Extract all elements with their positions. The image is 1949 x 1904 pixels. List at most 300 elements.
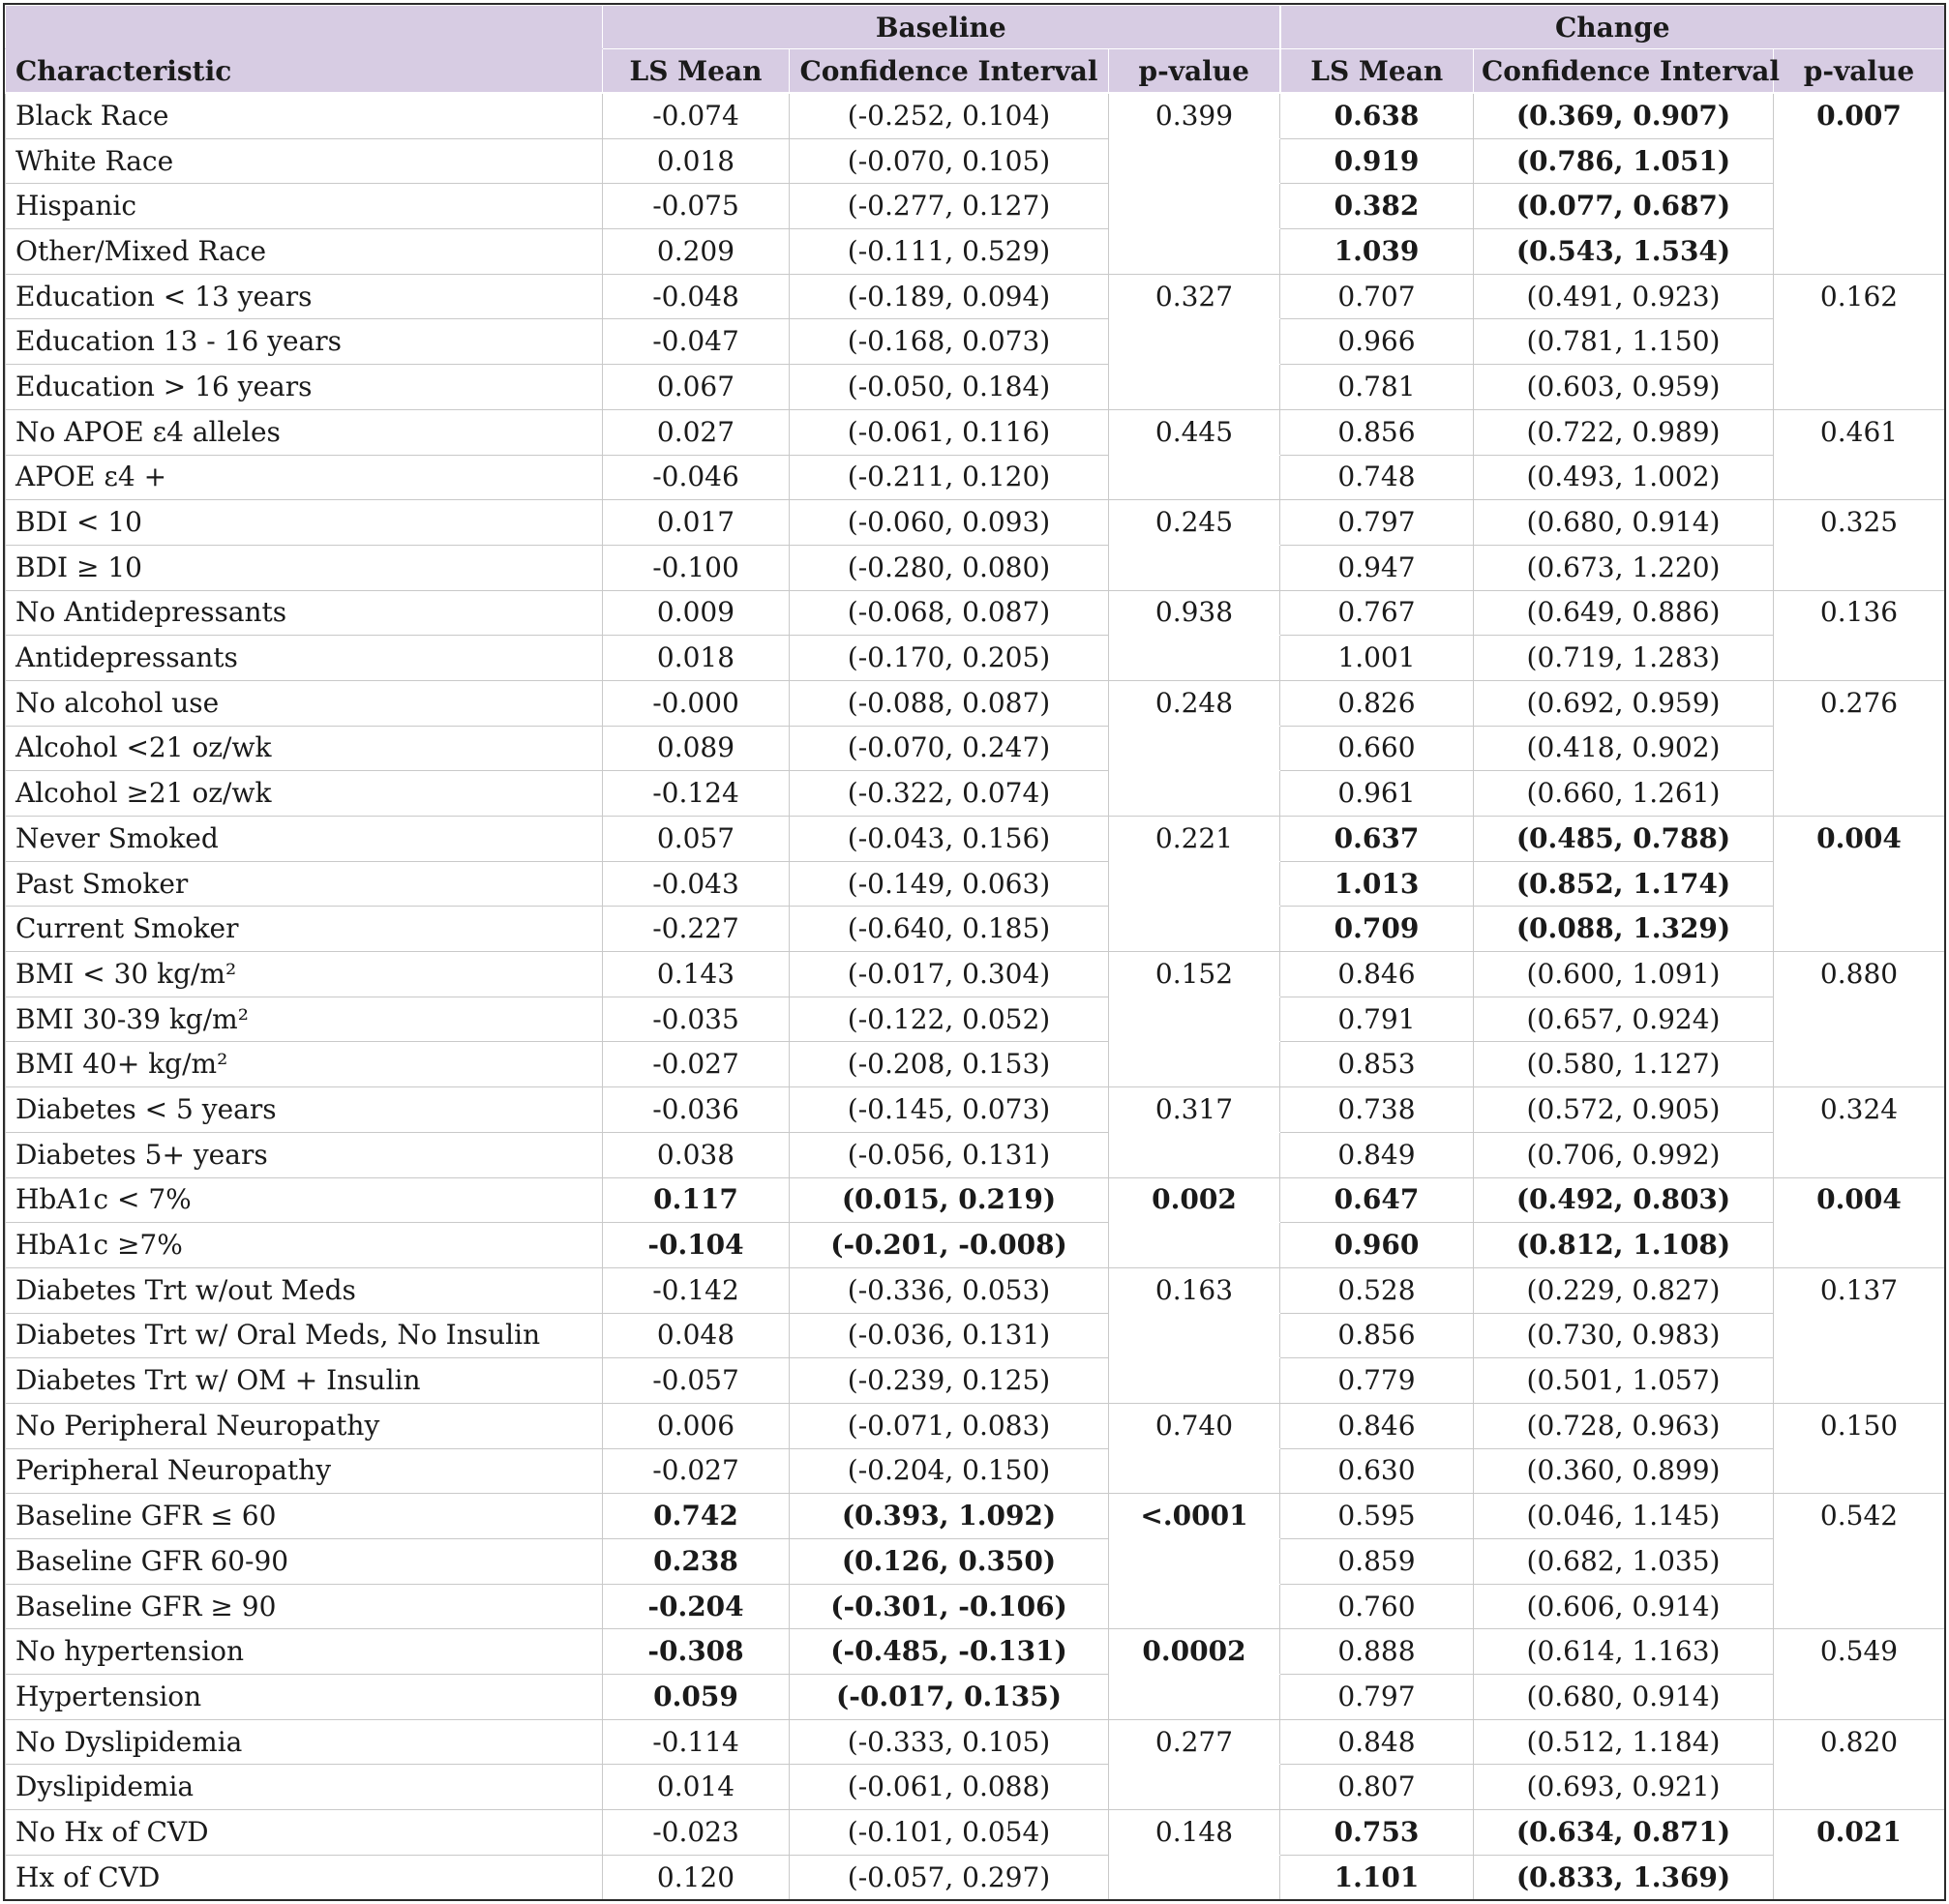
change-ls-mean-cell: 0.966	[1280, 319, 1474, 365]
baseline-p-value-cell: 0.327	[1109, 274, 1280, 319]
table-row	[6, 1810, 1945, 1856]
baseline-ls-mean-cell: -0.027	[603, 1448, 790, 1494]
change-ci-cell: (0.833, 1.369)	[1474, 1855, 1774, 1900]
table-row	[6, 1494, 1945, 1539]
change-ci-cell: (0.649, 0.886)	[1474, 590, 1774, 636]
characteristic-cell: Peripheral Neuropathy	[6, 1448, 603, 1494]
baseline-p-value-cell	[1109, 1223, 1280, 1268]
baseline-p-value-cell	[1109, 907, 1280, 952]
change-p-value-cell: 0.325	[1774, 500, 1945, 546]
characteristic-cell: No Peripheral Neuropathy	[6, 1403, 603, 1448]
change-ci-cell: (0.600, 1.091)	[1474, 952, 1774, 997]
baseline-ls-mean-cell: 0.120	[603, 1855, 790, 1900]
table-row	[6, 184, 1945, 229]
baseline-p-value-cell: 0.245	[1109, 500, 1280, 546]
change-ls-mean-cell: 0.797	[1280, 500, 1474, 546]
change-p-value-cell: 0.162	[1774, 274, 1945, 319]
change-ls-mean-cell: 0.797	[1280, 1675, 1474, 1720]
baseline-ls-mean-cell: -0.074	[603, 93, 790, 138]
change-p-value-cell	[1774, 726, 1945, 771]
baseline-ls-mean-cell: 0.209	[603, 229, 790, 275]
characteristic-cell: Diabetes Trt w/out Meds	[6, 1267, 603, 1313]
change-ci-cell: (0.512, 1.184)	[1474, 1719, 1774, 1765]
baseline-ls-mean-cell: 0.006	[603, 1403, 790, 1448]
change-ci-cell: (0.046, 1.145)	[1474, 1494, 1774, 1539]
baseline-ci-cell: (-0.088, 0.087)	[790, 680, 1109, 726]
baseline-p-value-cell	[1109, 1042, 1280, 1087]
change-p-value-cell: 0.137	[1774, 1267, 1945, 1313]
characteristic-cell: Dyslipidemia	[6, 1765, 603, 1810]
change-p-value-cell	[1774, 1358, 1945, 1404]
baseline-p-value-cell: 0.317	[1109, 1087, 1280, 1133]
change-ls-mean-cell: 0.528	[1280, 1267, 1474, 1313]
baseline-ls-mean-cell: 0.742	[603, 1494, 790, 1539]
change-p-value-cell	[1774, 1584, 1945, 1629]
baseline-p-value-cell	[1109, 545, 1280, 590]
baseline-ci-cell: (-0.057, 0.297)	[790, 1855, 1109, 1900]
baseline-ls-mean-cell: 0.048	[603, 1313, 790, 1358]
baseline-p-value-cell	[1109, 455, 1280, 500]
col-header-change-p-value: p-value	[1774, 49, 1945, 94]
table-row	[6, 1313, 1945, 1358]
baseline-p-value-cell	[1109, 319, 1280, 365]
table-row	[6, 319, 1945, 365]
baseline-p-value-cell	[1109, 365, 1280, 410]
change-p-value-cell: 0.820	[1774, 1719, 1945, 1765]
baseline-ci-cell: (-0.149, 0.063)	[790, 861, 1109, 907]
characteristic-cell: HbA1c ≥7%	[6, 1223, 603, 1268]
change-ci-cell: (0.781, 1.150)	[1474, 319, 1774, 365]
baseline-ls-mean-cell: 0.089	[603, 726, 790, 771]
baseline-ci-cell: (-0.070, 0.247)	[790, 726, 1109, 771]
header-blank-cell	[6, 6, 603, 49]
baseline-ci-cell: (-0.485, -0.131)	[790, 1629, 1109, 1675]
change-ci-cell: (0.660, 1.261)	[1474, 771, 1774, 817]
change-ci-cell: (0.812, 1.108)	[1474, 1223, 1774, 1268]
baseline-ls-mean-cell: 0.059	[603, 1675, 790, 1720]
baseline-ci-cell: (-0.239, 0.125)	[790, 1358, 1109, 1404]
change-p-value-cell: 0.150	[1774, 1403, 1945, 1448]
baseline-ci-cell: (-0.036, 0.131)	[790, 1313, 1109, 1358]
change-ci-cell: (0.418, 0.902)	[1474, 726, 1774, 771]
change-ls-mean-cell: 0.859	[1280, 1539, 1474, 1585]
change-ls-mean-cell: 0.846	[1280, 1403, 1474, 1448]
table-row	[6, 1584, 1945, 1629]
change-ci-cell: (0.606, 0.914)	[1474, 1584, 1774, 1629]
table-row	[6, 500, 1945, 546]
change-ls-mean-cell: 0.856	[1280, 409, 1474, 455]
change-ci-cell: (0.693, 0.921)	[1474, 1765, 1774, 1810]
table-row	[6, 680, 1945, 726]
table-row	[6, 1042, 1945, 1087]
change-ls-mean-cell: 1.039	[1280, 229, 1474, 275]
change-ci-cell: (0.492, 0.803)	[1474, 1177, 1774, 1223]
change-ls-mean-cell: 0.888	[1280, 1629, 1474, 1675]
characteristic-cell: BMI 30-39 kg/m²	[6, 997, 603, 1042]
results-table-container	[3, 3, 1946, 1901]
change-ls-mean-cell: 0.637	[1280, 817, 1474, 862]
change-p-value-cell	[1774, 1448, 1945, 1494]
characteristic-cell: No alcohol use	[6, 680, 603, 726]
baseline-ci-cell: (-0.252, 0.104)	[790, 93, 1109, 138]
change-p-value-cell	[1774, 365, 1945, 410]
baseline-ls-mean-cell: 0.057	[603, 817, 790, 862]
change-ci-cell: (0.706, 0.992)	[1474, 1132, 1774, 1177]
baseline-ls-mean-cell: 0.067	[603, 365, 790, 410]
baseline-p-value-cell	[1109, 1132, 1280, 1177]
change-ci-cell: (0.682, 1.035)	[1474, 1539, 1774, 1585]
change-ci-cell: (0.088, 1.329)	[1474, 907, 1774, 952]
change-ls-mean-cell: 0.849	[1280, 1132, 1474, 1177]
table-row	[6, 907, 1945, 952]
change-p-value-cell: 0.004	[1774, 817, 1945, 862]
change-p-value-cell	[1774, 771, 1945, 817]
change-p-value-cell	[1774, 229, 1945, 275]
change-ls-mean-cell: 0.630	[1280, 1448, 1474, 1494]
characteristic-cell: No Hx of CVD	[6, 1810, 603, 1856]
characteristic-cell: Diabetes < 5 years	[6, 1087, 603, 1133]
change-p-value-cell	[1774, 1132, 1945, 1177]
change-p-value-cell	[1774, 636, 1945, 681]
table-row	[6, 817, 1945, 862]
table-row	[6, 455, 1945, 500]
baseline-p-value-cell	[1109, 1358, 1280, 1404]
change-ci-cell: (0.730, 0.983)	[1474, 1313, 1774, 1358]
baseline-ci-cell: (-0.322, 0.074)	[790, 771, 1109, 817]
column-header-row	[6, 49, 1945, 94]
table-row	[6, 1719, 1945, 1765]
characteristic-cell: Diabetes 5+ years	[6, 1132, 603, 1177]
baseline-p-value-cell	[1109, 771, 1280, 817]
baseline-ci-cell: (-0.101, 0.054)	[790, 1810, 1109, 1856]
baseline-ci-cell: (-0.301, -0.106)	[790, 1584, 1109, 1629]
baseline-ci-cell: (-0.068, 0.087)	[790, 590, 1109, 636]
baseline-group-header: Baseline	[603, 6, 1280, 49]
baseline-ci-cell: (-0.211, 0.120)	[790, 455, 1109, 500]
change-ci-cell: (0.634, 0.871)	[1474, 1810, 1774, 1856]
change-p-value-cell	[1774, 455, 1945, 500]
characteristic-cell: No Dyslipidemia	[6, 1719, 603, 1765]
change-p-value-cell: 0.324	[1774, 1087, 1945, 1133]
baseline-ls-mean-cell: -0.036	[603, 1087, 790, 1133]
change-ls-mean-cell: 0.947	[1280, 545, 1474, 590]
characteristic-cell: Baseline GFR 60-90	[6, 1539, 603, 1585]
characteristic-cell: Education > 16 years	[6, 365, 603, 410]
characteristic-cell: Education < 13 years	[6, 274, 603, 319]
baseline-p-value-cell: 0.445	[1109, 409, 1280, 455]
table-row	[6, 93, 1945, 138]
characteristic-cell: Baseline GFR ≥ 90	[6, 1584, 603, 1629]
change-p-value-cell	[1774, 545, 1945, 590]
baseline-ci-cell: (-0.043, 0.156)	[790, 817, 1109, 862]
baseline-p-value-cell: 0.248	[1109, 680, 1280, 726]
baseline-ci-cell: (-0.640, 0.185)	[790, 907, 1109, 952]
characteristic-cell: Hispanic	[6, 184, 603, 229]
group-header-row	[6, 6, 1945, 49]
baseline-ls-mean-cell: -0.104	[603, 1223, 790, 1268]
characteristic-cell: Diabetes Trt w/ Oral Meds, No Insulin	[6, 1313, 603, 1358]
characteristic-cell: BDI < 10	[6, 500, 603, 546]
change-ci-cell: (0.852, 1.174)	[1474, 861, 1774, 907]
baseline-p-value-cell: <.0001	[1109, 1494, 1280, 1539]
baseline-ci-cell: (-0.056, 0.131)	[790, 1132, 1109, 1177]
baseline-ci-cell: (-0.017, 0.304)	[790, 952, 1109, 997]
change-ci-cell: (0.491, 0.923)	[1474, 274, 1774, 319]
baseline-ls-mean-cell: -0.227	[603, 907, 790, 952]
baseline-p-value-cell	[1109, 1675, 1280, 1720]
baseline-ls-mean-cell: 0.018	[603, 138, 790, 184]
characteristic-cell: No hypertension	[6, 1629, 603, 1675]
change-ci-cell: (0.360, 0.899)	[1474, 1448, 1774, 1494]
baseline-ci-cell: (-0.208, 0.153)	[790, 1042, 1109, 1087]
baseline-ci-cell: (0.015, 0.219)	[790, 1177, 1109, 1223]
baseline-ls-mean-cell: 0.014	[603, 1765, 790, 1810]
change-ls-mean-cell: 0.791	[1280, 997, 1474, 1042]
characteristic-cell: Hypertension	[6, 1675, 603, 1720]
change-p-value-cell	[1774, 1042, 1945, 1087]
characteristic-cell: No APOE ε4 alleles	[6, 409, 603, 455]
table-row	[6, 771, 1945, 817]
change-ls-mean-cell: 0.848	[1280, 1719, 1474, 1765]
change-ls-mean-cell: 0.709	[1280, 907, 1474, 952]
table-row	[6, 726, 1945, 771]
baseline-ci-cell: (-0.050, 0.184)	[790, 365, 1109, 410]
table-row	[6, 636, 1945, 681]
baseline-ls-mean-cell: -0.308	[603, 1629, 790, 1675]
table-row	[6, 545, 1945, 590]
baseline-p-value-cell	[1109, 184, 1280, 229]
col-header-characteristic: Characteristic	[6, 49, 603, 94]
baseline-p-value-cell: 0.0002	[1109, 1629, 1280, 1675]
table-row	[6, 997, 1945, 1042]
table-row	[6, 952, 1945, 997]
baseline-p-value-cell	[1109, 1584, 1280, 1629]
baseline-p-value-cell	[1109, 636, 1280, 681]
change-p-value-cell: 0.136	[1774, 590, 1945, 636]
col-header-baseline-ls-mean: LS Mean	[603, 49, 790, 94]
baseline-ls-mean-cell: -0.043	[603, 861, 790, 907]
change-ls-mean-cell: 0.647	[1280, 1177, 1474, 1223]
characteristic-cell: Alcohol ≥21 oz/wk	[6, 771, 603, 817]
change-ls-mean-cell: 1.001	[1280, 636, 1474, 681]
table-row	[6, 1358, 1945, 1404]
change-ci-cell: (0.572, 0.905)	[1474, 1087, 1774, 1133]
change-ls-mean-cell: 0.779	[1280, 1358, 1474, 1404]
characteristic-cell: White Race	[6, 138, 603, 184]
baseline-ci-cell: (-0.170, 0.205)	[790, 636, 1109, 681]
col-header-change-ci: Confidence Interval	[1474, 49, 1774, 94]
change-p-value-cell	[1774, 319, 1945, 365]
change-ls-mean-cell: 0.760	[1280, 1584, 1474, 1629]
change-p-value-cell: 0.007	[1774, 93, 1945, 138]
change-ls-mean-cell: 1.013	[1280, 861, 1474, 907]
baseline-ls-mean-cell: 0.143	[603, 952, 790, 997]
table-row	[6, 365, 1945, 410]
baseline-p-value-cell	[1109, 1539, 1280, 1585]
table-row	[6, 1403, 1945, 1448]
baseline-ls-mean-cell: 0.018	[603, 636, 790, 681]
change-p-value-cell	[1774, 184, 1945, 229]
change-ls-mean-cell: 0.638	[1280, 93, 1474, 138]
characteristic-cell: BDI ≥ 10	[6, 545, 603, 590]
table-row	[6, 1629, 1945, 1675]
table-row	[6, 274, 1945, 319]
table-row	[6, 1448, 1945, 1494]
characteristic-cell: Alcohol <21 oz/wk	[6, 726, 603, 771]
change-ci-cell: (0.077, 0.687)	[1474, 184, 1774, 229]
table-row	[6, 229, 1945, 275]
change-ls-mean-cell: 0.856	[1280, 1313, 1474, 1358]
table-row	[6, 1087, 1945, 1133]
baseline-p-value-cell: 0.938	[1109, 590, 1280, 636]
change-ci-cell: (0.680, 0.914)	[1474, 500, 1774, 546]
change-p-value-cell	[1774, 1539, 1945, 1585]
change-ci-cell: (0.719, 1.283)	[1474, 636, 1774, 681]
change-ci-cell: (0.673, 1.220)	[1474, 545, 1774, 590]
baseline-ls-mean-cell: 0.238	[603, 1539, 790, 1585]
col-header-change-ls-mean: LS Mean	[1280, 49, 1474, 94]
baseline-ls-mean-cell: 0.009	[603, 590, 790, 636]
baseline-ci-cell: (0.393, 1.092)	[790, 1494, 1109, 1539]
change-p-value-cell	[1774, 1313, 1945, 1358]
change-ci-cell: (0.680, 0.914)	[1474, 1675, 1774, 1720]
baseline-ci-cell: (-0.017, 0.135)	[790, 1675, 1109, 1720]
baseline-ci-cell: (-0.189, 0.094)	[790, 274, 1109, 319]
change-ls-mean-cell: 0.846	[1280, 952, 1474, 997]
baseline-ls-mean-cell: 0.017	[603, 500, 790, 546]
change-ci-cell: (0.580, 1.127)	[1474, 1042, 1774, 1087]
baseline-ls-mean-cell: -0.000	[603, 680, 790, 726]
characteristic-cell: BMI 40+ kg/m²	[6, 1042, 603, 1087]
table-row	[6, 1765, 1945, 1810]
characteristic-cell: BMI < 30 kg/m²	[6, 952, 603, 997]
change-ls-mean-cell: 0.853	[1280, 1042, 1474, 1087]
baseline-ls-mean-cell: -0.046	[603, 455, 790, 500]
change-p-value-cell: 0.461	[1774, 409, 1945, 455]
baseline-ls-mean-cell: -0.057	[603, 1358, 790, 1404]
change-ci-cell: (0.722, 0.989)	[1474, 409, 1774, 455]
table-row	[6, 138, 1945, 184]
baseline-p-value-cell	[1109, 1448, 1280, 1494]
change-ls-mean-cell: 0.738	[1280, 1087, 1474, 1133]
change-p-value-cell	[1774, 1223, 1945, 1268]
baseline-ls-mean-cell: 0.117	[603, 1177, 790, 1223]
table-row	[6, 1177, 1945, 1223]
baseline-ci-cell: (-0.145, 0.073)	[790, 1087, 1109, 1133]
col-header-baseline-p-value: p-value	[1109, 49, 1280, 94]
baseline-ci-cell: (-0.061, 0.116)	[790, 409, 1109, 455]
baseline-p-value-cell: 0.002	[1109, 1177, 1280, 1223]
change-ci-cell: (0.493, 1.002)	[1474, 455, 1774, 500]
baseline-ls-mean-cell: -0.035	[603, 997, 790, 1042]
change-ls-mean-cell: 0.748	[1280, 455, 1474, 500]
table-row	[6, 861, 1945, 907]
characteristic-cell: Current Smoker	[6, 907, 603, 952]
characteristic-cell: No Antidepressants	[6, 590, 603, 636]
change-ci-cell: (0.603, 0.959)	[1474, 365, 1774, 410]
change-ls-mean-cell: 0.660	[1280, 726, 1474, 771]
change-ci-cell: (0.692, 0.959)	[1474, 680, 1774, 726]
change-p-value-cell: 0.880	[1774, 952, 1945, 997]
col-header-baseline-ci: Confidence Interval	[790, 49, 1109, 94]
baseline-ci-cell: (-0.336, 0.053)	[790, 1267, 1109, 1313]
change-ls-mean-cell: 1.101	[1280, 1855, 1474, 1900]
change-ls-mean-cell: 0.753	[1280, 1810, 1474, 1856]
change-ci-cell: (0.614, 1.163)	[1474, 1629, 1774, 1675]
baseline-ls-mean-cell: -0.142	[603, 1267, 790, 1313]
table-row	[6, 1267, 1945, 1313]
change-p-value-cell	[1774, 997, 1945, 1042]
baseline-p-value-cell	[1109, 861, 1280, 907]
baseline-ci-cell: (-0.168, 0.073)	[790, 319, 1109, 365]
change-ci-cell: (0.657, 0.924)	[1474, 997, 1774, 1042]
baseline-ci-cell: (-0.333, 0.105)	[790, 1719, 1109, 1765]
change-p-value-cell	[1774, 1765, 1945, 1810]
change-ls-mean-cell: 0.960	[1280, 1223, 1474, 1268]
baseline-ci-cell: (0.126, 0.350)	[790, 1539, 1109, 1585]
change-ci-cell: (0.501, 1.057)	[1474, 1358, 1774, 1404]
baseline-p-value-cell	[1109, 1313, 1280, 1358]
baseline-ls-mean-cell: -0.100	[603, 545, 790, 590]
change-p-value-cell: 0.021	[1774, 1810, 1945, 1856]
change-p-value-cell	[1774, 907, 1945, 952]
change-p-value-cell: 0.004	[1774, 1177, 1945, 1223]
baseline-ci-cell: (-0.111, 0.529)	[790, 229, 1109, 275]
baseline-ci-cell: (-0.204, 0.150)	[790, 1448, 1109, 1494]
change-ci-cell: (0.485, 0.788)	[1474, 817, 1774, 862]
characteristic-cell: Never Smoked	[6, 817, 603, 862]
change-ls-mean-cell: 0.961	[1280, 771, 1474, 817]
characteristic-cell: Black Race	[6, 93, 603, 138]
baseline-ls-mean-cell: -0.114	[603, 1719, 790, 1765]
characteristic-cell: APOE ε4 +	[6, 455, 603, 500]
baseline-ls-mean-cell: -0.027	[603, 1042, 790, 1087]
baseline-p-value-cell	[1109, 1765, 1280, 1810]
change-p-value-cell: 0.549	[1774, 1629, 1945, 1675]
table-row	[6, 409, 1945, 455]
change-ci-cell: (0.728, 0.963)	[1474, 1403, 1774, 1448]
characteristic-cell: Antidepressants	[6, 636, 603, 681]
table-row	[6, 1855, 1945, 1900]
characteristic-cell: Past Smoker	[6, 861, 603, 907]
baseline-ls-mean-cell: -0.048	[603, 274, 790, 319]
table-row	[6, 590, 1945, 636]
change-p-value-cell	[1774, 1855, 1945, 1900]
baseline-ci-cell: (-0.061, 0.088)	[790, 1765, 1109, 1810]
change-p-value-cell	[1774, 1675, 1945, 1720]
characteristic-cell: Other/Mixed Race	[6, 229, 603, 275]
baseline-p-value-cell: 0.740	[1109, 1403, 1280, 1448]
change-p-value-cell	[1774, 138, 1945, 184]
baseline-ci-cell: (-0.070, 0.105)	[790, 138, 1109, 184]
baseline-ls-mean-cell: -0.047	[603, 319, 790, 365]
change-p-value-cell: 0.276	[1774, 680, 1945, 726]
table-row	[6, 1675, 1945, 1720]
baseline-ls-mean-cell: 0.038	[603, 1132, 790, 1177]
baseline-p-value-cell	[1109, 138, 1280, 184]
baseline-ci-cell: (-0.060, 0.093)	[790, 500, 1109, 546]
baseline-p-value-cell: 0.152	[1109, 952, 1280, 997]
change-ls-mean-cell: 0.919	[1280, 138, 1474, 184]
baseline-p-value-cell: 0.148	[1109, 1810, 1280, 1856]
characteristic-cell: HbA1c < 7%	[6, 1177, 603, 1223]
change-p-value-cell	[1774, 861, 1945, 907]
characteristic-cell: Hx of CVD	[6, 1855, 603, 1900]
baseline-ci-cell: (-0.201, -0.008)	[790, 1223, 1109, 1268]
change-ci-cell: (0.229, 0.827)	[1474, 1267, 1774, 1313]
baseline-ls-mean-cell: -0.124	[603, 771, 790, 817]
baseline-ci-cell: (-0.277, 0.127)	[790, 184, 1109, 229]
